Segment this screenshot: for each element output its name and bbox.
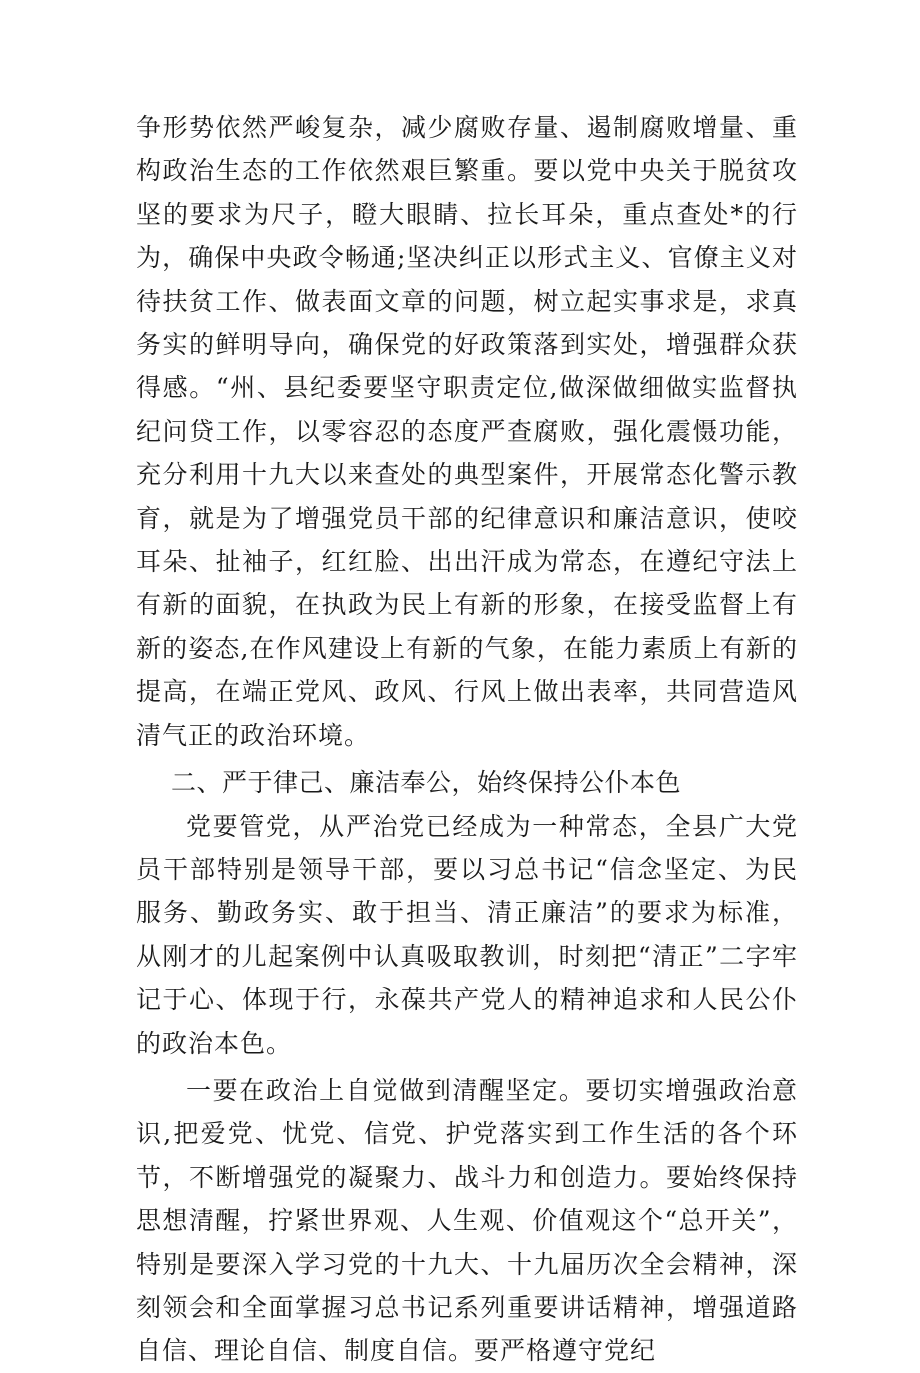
paragraph-party-discipline: 党要管党，从严治党已经成为一种常态，全县广大党员干部特别是领导干部，要以习总书记“信念坚定、为民服务、勤政务实、敢于担当、清正廉洁”的要求为标准，从刚才的儿起案例中认真吸取教训，时刻把“清正”二字牢记于心、体现于行，永葆共产党人的精神追求和人民公仆的政治本色。 [136,811,798,1058]
document-body [136,106,798,1373]
paragraph-continued: 争形势依然严峻复杂，减少腐败存量、遏制腐败增量、重构政治生态的工作依然艰巨繁重。要以党中央关于脱贫攻坚的要求为尺子，瞪大眼睛、拉长耳朵，重点查处*的行为，确保中央政令畅通;坚决纠正以形式主义、官僚主义对待扶贫工作、做表面文章的问题，树立起实事求是，求真务实的鲜明导向，确保党的好政策落到实处，增强群众获得感。“州、县纪委要坚守职责定位,做深做细做实监督执纪问贷工作，以零容忍的态度严查腐败，强化震慑功能，充分利用十九大以来查处的典型案件，开展常态化警示教育，就是为了增强党员干部的纪律意识和廉洁意识，使咬耳朵、扯袖子，红红脸、出出汗成为常态，在遵纪守法上有新的面貌，在执政为民上有新的形象，在接受监督上有新的姿态,在作风建设上有新的气象，在能力素质上有新的提高，在端正党风、政风、行风上做出表率，共同营造风清气正的政治环境。 [136,113,798,750]
paragraph-political-awareness: 一要在政治上自觉做到清醒坚定。要切实增强政治意识,把爱党、忧党、信党、护党落实到工作生活的各个环节，不断增强党的凝聚力、战斗力和创造力。要始终保持思想清醒，拧紧世界观、人生观、价值观这个“总开关”，特别是要深入学习党的十九大、十九届历次全会精神，深刻领会和全面掌握习总书记系列重要讲话精神，增强道路自信、理论自信、制度自信。要严格遵守党纪 [136,1075,798,1366]
section-heading: 二、严于律己、廉洁奉公，始终保持公仆本色 [171,768,682,798]
